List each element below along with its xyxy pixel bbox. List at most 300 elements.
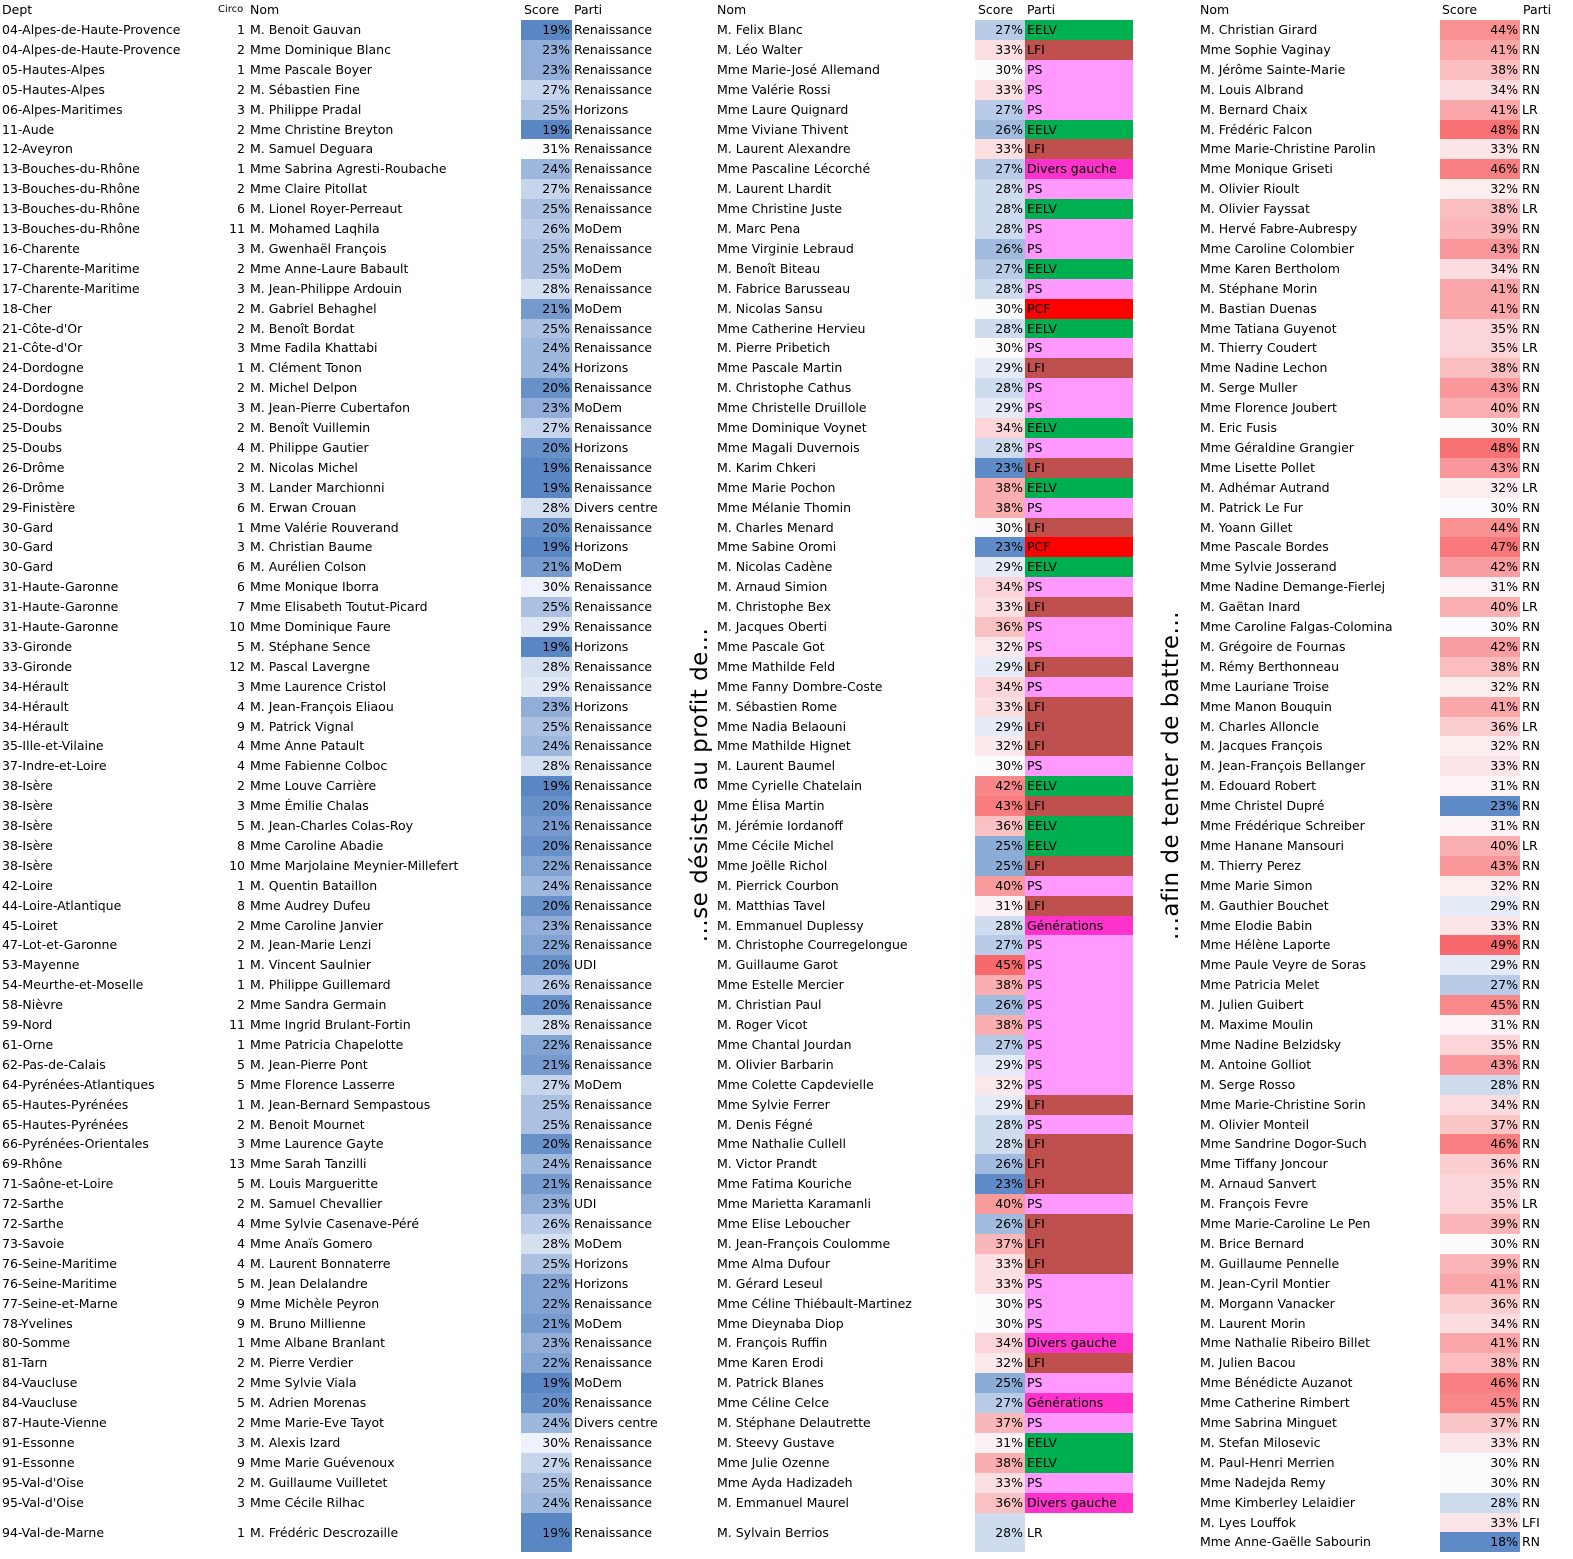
circo-cell: 3 <box>237 240 245 256</box>
beneficiary-party: LFI <box>1025 40 1133 60</box>
opponent-name: Mme Sabrina Minguet <box>1200 1415 1337 1430</box>
beneficiary-name: Mme Dominique Voynet <box>717 420 867 435</box>
beneficiary-name: M. Jérémie Iordanoff <box>717 818 844 833</box>
withdrawing-candidate-score: 25% <box>521 1095 572 1115</box>
opponent-score: 46% <box>1440 1373 1520 1393</box>
beneficiary-name: Mme Viviane Thivent <box>717 121 849 137</box>
dept-cell: 38-Isère <box>2 798 53 814</box>
beneficiary-name: M. Jacques Oberti <box>717 619 827 634</box>
opponent-name: Mme Christel Dupré <box>1200 798 1325 814</box>
withdrawing-candidate-name: M. Mohamed Laqhila <box>250 221 380 236</box>
withdrawing-candidate-name: Mme Florence Lasserre <box>250 1076 395 1092</box>
withdrawing-candidate-name: Mme Ingrid Brulant-Fortin <box>250 1017 411 1032</box>
withdrawing-candidate-name: Mme Sylvie Viala <box>250 1375 357 1391</box>
withdrawing-candidate-party: Renaissance <box>574 320 653 336</box>
header-score-2: Score <box>978 2 1014 17</box>
table-row <box>0 677 1573 697</box>
beneficiary-party: PS <box>1025 1274 1133 1294</box>
beneficiary-party: PS <box>1025 637 1133 657</box>
table-row <box>0 1453 1573 1473</box>
opponent-party: RN <box>1522 1036 1541 1052</box>
withdrawing-candidate-name: Mme Valérie Rouverand <box>250 519 399 535</box>
circo-cell: 9 <box>237 1315 245 1331</box>
table-row <box>0 1134 1573 1154</box>
opponent-score: 43% <box>1440 1055 1520 1075</box>
withdrawing-candidate-party: Renaissance <box>574 718 653 734</box>
beneficiary-score: 38% <box>975 478 1025 498</box>
beneficiary-score: 36% <box>975 617 1025 637</box>
withdrawing-candidate-score: 20% <box>521 995 572 1015</box>
beneficiary-score: 29% <box>975 657 1025 677</box>
opponent-name: M. Brice Bernard <box>1200 1235 1305 1251</box>
circo-cell: 2 <box>237 917 245 933</box>
withdrawing-candidate-score: 24% <box>521 338 572 358</box>
beneficiary-score: 23% <box>975 458 1025 478</box>
opponent-party: RN <box>1522 778 1541 794</box>
table-row <box>0 995 1573 1015</box>
beneficiary-score: 29% <box>975 717 1025 737</box>
withdrawing-candidate-name: M. Quentin Bataillon <box>250 877 378 893</box>
opponent-party: RN <box>1522 1295 1541 1311</box>
opponent-score: 39% <box>1440 1254 1520 1274</box>
withdrawing-candidate-party: MoDem <box>574 300 622 316</box>
opponent-name: Mme Pascale Bordes <box>1200 539 1329 555</box>
beneficiary-name: M. Marc Pena <box>717 221 801 236</box>
withdrawing-candidate-party: Horizons <box>574 638 629 654</box>
withdrawing-candidate-party: Renaissance <box>574 22 653 37</box>
withdrawing-candidate-party: Renaissance <box>574 61 653 77</box>
withdrawing-candidate-score: 23% <box>521 60 572 80</box>
table-row <box>0 1333 1573 1353</box>
withdrawing-candidate-party: Renaissance <box>574 599 653 615</box>
opponent-party: RN <box>1522 1434 1541 1450</box>
beneficiary-score: 26% <box>975 120 1025 140</box>
circo-cell: 2 <box>237 997 245 1013</box>
withdrawing-candidate-party: Renaissance <box>574 1116 653 1132</box>
opponent-party: RN <box>1522 977 1541 993</box>
table-row <box>0 378 1573 398</box>
beneficiary-party: EELV <box>1025 816 1133 836</box>
withdrawing-candidate-name: Mme Michèle Peyron <box>250 1295 380 1311</box>
beneficiary-score: 33% <box>975 1274 1025 1294</box>
beneficiary-party: EELV <box>1025 319 1133 339</box>
withdrawing-candidate-score: 25% <box>521 100 572 120</box>
dept-cell: 71-Saône-et-Loire <box>2 1176 114 1192</box>
opponent-score: 39% <box>1440 1214 1520 1234</box>
opponent-party: RN <box>1522 758 1541 774</box>
beneficiary-name: Mme Dieynaba Diop <box>717 1315 844 1331</box>
withdrawing-candidate-party: MoDem <box>574 1375 622 1391</box>
beneficiary-name: M. Olivier Barbarin <box>717 1056 834 1072</box>
withdrawing-candidate-name: Mme Caroline Janvier <box>250 917 384 933</box>
opponent-name: Mme Caroline Falgas-Colomina <box>1200 619 1393 634</box>
opponent-party: RN <box>1522 360 1541 376</box>
circo-cell: 6 <box>237 559 245 575</box>
circo-cell: 1 <box>237 1524 245 1540</box>
circo-cell: 1 <box>237 61 245 77</box>
opponent-party: RN <box>1522 81 1541 97</box>
withdrawing-candidate-name: M. Michel Delpon <box>250 380 358 396</box>
beneficiary-party: PS <box>1025 756 1133 776</box>
opponent-score: 31% <box>1440 577 1520 597</box>
beneficiary-party: LFI <box>1025 1154 1133 1174</box>
opponent-score: 35% <box>1440 1035 1520 1055</box>
withdrawing-candidate-name: M. Jean-Philippe Ardouin <box>250 280 402 296</box>
beneficiary-score: 31% <box>975 896 1025 916</box>
beneficiary-name: M. Steevy Gustave <box>717 1434 835 1450</box>
withdrawing-candidate-name: M. Benoît Bordat <box>250 320 355 336</box>
beneficiary-score: 29% <box>975 1095 1025 1115</box>
opponent-name: Mme Nadine Belzidsky <box>1200 1036 1342 1052</box>
withdrawing-candidate-score: 24% <box>521 876 572 896</box>
table-row <box>0 717 1573 737</box>
withdrawing-candidate-party: Renaissance <box>574 937 653 953</box>
withdrawing-candidate-score: 20% <box>521 378 572 398</box>
opponent-score: 28% <box>1440 1493 1520 1513</box>
beneficiary-party: PS <box>1025 239 1133 259</box>
opponent-name: Mme Nadejda Remy <box>1200 1474 1326 1490</box>
withdrawing-candidate-party: Renaissance <box>574 1494 653 1510</box>
withdrawing-candidate-score: 23% <box>521 697 572 717</box>
opponent-name: Mme Marie Simon <box>1200 877 1313 893</box>
opponent-party: RN <box>1522 320 1541 336</box>
withdrawing-candidate-name: Mme Fadila Khattabi <box>250 340 378 356</box>
opponent-party: RN <box>1522 61 1541 77</box>
opponent-score: 32% <box>1440 736 1520 756</box>
opponent-name: M. Frédéric Falcon <box>1200 121 1313 137</box>
withdrawing-candidate-score: 19% <box>521 776 572 796</box>
beneficiary-party: PS <box>1025 1413 1133 1433</box>
beneficiary-name: M. Charles Menard <box>717 519 834 535</box>
table-row <box>0 1154 1573 1174</box>
dept-cell: 72-Sarthe <box>2 1216 64 1231</box>
withdrawing-candidate-score: 22% <box>521 1274 572 1294</box>
withdrawing-candidate-name: M. Bruno Millienne <box>250 1315 366 1331</box>
opponent-name: Mme Sylvie Josserand <box>1200 559 1337 575</box>
circo-cell: 2 <box>237 778 245 794</box>
dept-cell: 91-Essonne <box>2 1434 75 1450</box>
opponent-name: Mme Nadine Demange-Fierlej <box>1200 579 1386 595</box>
dept-cell: 76-Seine-Maritime <box>2 1275 117 1291</box>
table-row <box>0 1373 1573 1393</box>
dept-cell: 44-Loire-Atlantique <box>2 897 122 913</box>
beneficiary-score: 28% <box>975 916 1025 936</box>
beneficiary-party: LFI <box>1025 1174 1133 1194</box>
beneficiary-score: 28% <box>975 1134 1025 1154</box>
beneficiary-party: PS <box>1025 279 1133 299</box>
table-row <box>0 159 1573 179</box>
opponent-name: M. Morgann Vanacker <box>1200 1295 1335 1311</box>
withdrawing-candidate-name: M. Christian Baume <box>250 539 373 555</box>
withdrawing-candidate-name: Mme Sandra Germain <box>250 997 387 1013</box>
circo-cell: 4 <box>237 698 245 714</box>
beneficiary-score: 36% <box>975 1493 1025 1513</box>
circo-cell: 3 <box>237 1136 245 1152</box>
opponent-name: Mme Hélène Laporte <box>1200 937 1331 953</box>
withdrawing-candidate-name: M. Nicolas Michel <box>250 459 358 475</box>
header-score-1: Score <box>524 2 560 17</box>
withdrawing-candidate-party: Horizons <box>574 698 629 714</box>
circo-cell: 2 <box>237 121 245 137</box>
beneficiary-score: 28% <box>975 199 1025 219</box>
beneficiary-score: 26% <box>975 995 1025 1015</box>
withdrawing-candidate-party: MoDem <box>574 221 622 236</box>
beneficiary-name: Mme Alma Dufour <box>717 1255 831 1271</box>
beneficiary-party: LFI <box>1025 1353 1133 1373</box>
beneficiary-name: Mme Céline Thiébault-Martinez <box>717 1295 912 1311</box>
opponent-name: Mme Marie-Caroline Le Pen <box>1200 1216 1371 1231</box>
withdrawing-candidate-score: 20% <box>521 836 572 856</box>
dept-cell: 05-Hautes-Alpes <box>2 81 105 97</box>
withdrawing-candidate-name: Mme Pascale Boyer <box>250 61 372 77</box>
beneficiary-party: LFI <box>1025 1214 1133 1234</box>
beneficiary-party: Générations <box>1025 1393 1133 1413</box>
dept-cell: 69-Rhône <box>2 1156 63 1172</box>
withdrawing-candidate-party: Renaissance <box>574 1156 653 1172</box>
opponent-party: RN <box>1522 798 1541 814</box>
opponent-party: RN <box>1522 1335 1541 1351</box>
withdrawing-candidate-party: Renaissance <box>574 1036 653 1052</box>
withdrawing-candidate-name: M. Patrick Vignal <box>250 718 354 734</box>
opponent-name: Mme Hanane Mansouri <box>1200 837 1344 853</box>
opponent-score: 44% <box>1440 20 1520 40</box>
beneficiary-name: M. Guillaume Garot <box>717 957 838 973</box>
withdrawing-candidate-score: 29% <box>521 617 572 637</box>
opponent-name: Mme Catherine Rimbert <box>1200 1395 1350 1411</box>
withdrawing-candidate-party: Renaissance <box>574 161 653 177</box>
beneficiary-name: M. Léo Walter <box>717 41 803 57</box>
opponent-party: RN <box>1522 1534 1541 1549</box>
opponent-name: Mme Karen Bertholom <box>1200 260 1340 276</box>
opponent-score: 38% <box>1440 1353 1520 1373</box>
withdrawing-candidate-name: M. Frédéric Descrozaille <box>250 1524 399 1540</box>
withdrawing-candidate-score: 28% <box>521 657 572 677</box>
beneficiary-score: 42% <box>975 776 1025 796</box>
circo-cell: 2 <box>237 1415 245 1430</box>
opponent-name: M. Serge Rosso <box>1200 1076 1296 1092</box>
opponent-score: 32% <box>1440 179 1520 199</box>
opponent-name: M. Gauthier Bouchet <box>1200 897 1329 913</box>
withdrawing-candidate-name: M. Benoit Mournet <box>250 1116 365 1132</box>
withdrawing-candidate-party: Renaissance <box>574 1176 653 1192</box>
header-circo: Circo <box>218 4 244 15</box>
beneficiary-name: Mme Cécile Michel <box>717 837 834 853</box>
circo-cell: 3 <box>237 798 245 814</box>
table-row <box>0 418 1573 438</box>
beneficiary-party: LFI <box>1025 856 1133 876</box>
table-row <box>0 1274 1573 1294</box>
beneficiary-score: 33% <box>975 40 1025 60</box>
opponent-score: 30% <box>1440 1473 1520 1493</box>
opponent-party: RN <box>1522 1474 1541 1490</box>
opponent-score: 18% <box>1440 1532 1520 1552</box>
withdrawing-candidate-party: Renaissance <box>574 818 653 833</box>
opponent-score: 32% <box>1440 677 1520 697</box>
table-row <box>0 697 1573 717</box>
dept-cell: 31-Haute-Garonne <box>2 619 119 634</box>
opponent-name: M. Edouard Robert <box>1200 778 1317 794</box>
opponent-name: Mme Marie-Christine Sorin <box>1200 1096 1366 1112</box>
dept-cell: 73-Savoie <box>2 1235 65 1251</box>
withdrawing-candidate-name: Mme Sylvie Casenave-Péré <box>250 1216 420 1231</box>
opponent-score: 31% <box>1440 1015 1520 1035</box>
opponent-score: 33% <box>1440 916 1520 936</box>
opponent-name: M. Maxime Moulin <box>1200 1017 1314 1032</box>
opponent-score: 33% <box>1440 139 1520 159</box>
beneficiary-party: EELV <box>1025 259 1133 279</box>
opponent-score: 34% <box>1440 1314 1520 1334</box>
beneficiary-score: 32% <box>975 1075 1025 1095</box>
withdrawing-candidate-score: 28% <box>521 1234 572 1254</box>
opponent-party: RN <box>1522 1017 1541 1032</box>
opponent-score: 42% <box>1440 557 1520 577</box>
withdrawing-candidate-score: 27% <box>521 418 572 438</box>
withdrawing-candidate-score: 23% <box>521 398 572 418</box>
withdrawing-candidate-party: UDI <box>574 1196 597 1212</box>
beneficiary-name: M. Christophe Courregelongue <box>717 937 908 953</box>
opponent-name: M. Jean-François Bellanger <box>1200 758 1366 774</box>
circo-cell: 3 <box>237 479 245 495</box>
withdrawing-candidate-party: Renaissance <box>574 1335 653 1351</box>
opponent-name: Mme Elodie Babin <box>1200 917 1313 933</box>
opponent-party: RN <box>1522 1454 1541 1470</box>
dept-cell: 59-Nord <box>2 1017 53 1032</box>
circo-cell: 10 <box>229 619 245 634</box>
table-row <box>0 1075 1573 1095</box>
withdrawing-candidate-score: 25% <box>521 597 572 617</box>
opponent-score: 43% <box>1440 378 1520 398</box>
table-row <box>0 458 1573 478</box>
beneficiary-party: LFI <box>1025 717 1133 737</box>
withdrawing-candidate-party: Renaissance <box>574 479 653 495</box>
beneficiary-score: 27% <box>975 1393 1025 1413</box>
opponent-party: RN <box>1522 997 1541 1013</box>
opponent-score: 40% <box>1440 398 1520 418</box>
beneficiary-party: PS <box>1025 398 1133 418</box>
withdrawing-candidate-name: M. Adrien Morenas <box>250 1395 367 1411</box>
withdrawing-candidate-party: Renaissance <box>574 1395 653 1411</box>
beneficiary-party: PS <box>1025 1035 1133 1055</box>
withdrawing-candidate-name: Mme Fabienne Colboc <box>250 758 388 774</box>
table-row <box>0 299 1573 319</box>
beneficiary-name: M. Emmanuel Duplessy <box>717 917 864 933</box>
circo-cell: 3 <box>237 1494 245 1510</box>
circo-cell: 11 <box>229 221 245 236</box>
withdrawing-candidate-score: 23% <box>521 1333 572 1353</box>
withdrawing-candidate-score: 20% <box>521 438 572 458</box>
table-row <box>0 1353 1573 1373</box>
beneficiary-party: LFI <box>1025 1095 1133 1115</box>
beneficiary-score: 28% <box>975 319 1025 339</box>
withdrawing-candidate-party: Renaissance <box>574 181 653 197</box>
circo-cell: 9 <box>237 1454 245 1470</box>
table-row <box>0 20 1573 40</box>
opponent-party: RN <box>1522 1375 1541 1391</box>
beneficiary-name: Mme Virginie Lebraud <box>717 240 854 256</box>
header-parti-3: Parti <box>1523 2 1552 17</box>
opponent-name: M. Charles Alloncle <box>1200 718 1319 734</box>
beneficiary-score: 23% <box>975 537 1025 557</box>
withdrawing-candidate-score: 30% <box>521 1433 572 1453</box>
opponent-party: RN <box>1522 1076 1541 1092</box>
circo-cell: 2 <box>237 181 245 197</box>
opponent-party: LR <box>1522 1196 1538 1212</box>
beneficiary-party: PS <box>1025 60 1133 80</box>
withdrawing-candidate-party: Renaissance <box>574 121 653 137</box>
withdrawing-candidate-score: 27% <box>521 1075 572 1095</box>
dept-cell: 18-Cher <box>2 300 52 316</box>
withdrawing-candidate-score: 21% <box>521 557 572 577</box>
withdrawing-candidate-score: 23% <box>521 40 572 60</box>
beneficiary-name: M. Matthias Tavel <box>717 897 826 913</box>
dept-cell: 72-Sarthe <box>2 1196 64 1212</box>
withdrawing-candidate-name: Mme Audrey Dufeu <box>250 897 371 913</box>
dept-cell: 38-Isère <box>2 818 53 833</box>
beneficiary-party: PS <box>1025 1373 1133 1393</box>
withdrawing-candidate-name: M. Louis Margueritte <box>250 1176 379 1192</box>
opponent-name: Mme Anne-Gaëlle Sabourin <box>1200 1534 1371 1549</box>
beneficiary-score: 31% <box>975 1433 1025 1453</box>
opponent-party: RN <box>1522 1275 1541 1291</box>
beneficiary-name: M. Jean-François Coulomme <box>717 1235 891 1251</box>
beneficiary-score: 23% <box>975 1174 1025 1194</box>
beneficiary-score: 32% <box>975 637 1025 657</box>
opponent-name: M. Olivier Fayssat <box>1200 201 1310 217</box>
opponent-party: RN <box>1522 420 1541 435</box>
table-row <box>0 199 1573 219</box>
opponent-party: LFI <box>1522 1514 1540 1530</box>
beneficiary-name: M. Arnaud Simion <box>717 579 828 595</box>
opponent-score: 36% <box>1440 1154 1520 1174</box>
opponent-score: 41% <box>1440 1333 1520 1353</box>
beneficiary-party: PS <box>1025 378 1133 398</box>
table-row <box>0 935 1573 955</box>
opponent-party: LR <box>1522 340 1538 356</box>
beneficiary-name: Mme Estelle Mercier <box>717 977 844 993</box>
dept-cell: 31-Haute-Garonne <box>2 599 119 615</box>
opponent-name: Mme Nathalie Ribeiro Billet <box>1200 1335 1371 1351</box>
withdrawing-candidate-party: Renaissance <box>574 1355 653 1371</box>
withdrawing-candidate-score: 31% <box>521 139 572 159</box>
withdrawing-candidate-score: 19% <box>521 120 572 140</box>
withdrawing-candidate-name: Mme Louve Carrière <box>250 778 377 794</box>
opponent-score: 37% <box>1440 1115 1520 1135</box>
opponent-score: 29% <box>1440 896 1520 916</box>
opponent-name: M. Gaëtan Inard <box>1200 599 1301 615</box>
circo-cell: 2 <box>237 420 245 435</box>
withdrawing-candidate-name: M. Samuel Chevallier <box>250 1196 383 1212</box>
beneficiary-score: 30% <box>975 756 1025 776</box>
circo-cell: 3 <box>237 340 245 356</box>
beneficiary-score: 37% <box>975 1234 1025 1254</box>
withdrawing-candidate-name: M. Laurent Bonnaterre <box>250 1255 391 1271</box>
beneficiary-party: PS <box>1025 1314 1133 1334</box>
side-label-right: ...afin de tenter de battre... <box>1158 611 1184 940</box>
withdrawing-candidate-score: 25% <box>521 199 572 219</box>
withdrawing-candidate-party: Horizons <box>574 1275 629 1291</box>
beneficiary-score: 33% <box>975 1473 1025 1493</box>
opponent-party: RN <box>1522 181 1541 197</box>
withdrawing-candidate-score: 21% <box>521 816 572 836</box>
opponent-party: RN <box>1522 221 1541 236</box>
opponent-name: M. Eric Fusis <box>1200 420 1278 435</box>
withdrawing-candidate-score: 25% <box>521 239 572 259</box>
beneficiary-party: Générations <box>1025 916 1133 936</box>
beneficiary-score: 38% <box>975 498 1025 518</box>
circo-cell: 5 <box>237 1076 245 1092</box>
beneficiary-name: Mme Fatima Kouriche <box>717 1176 852 1192</box>
dept-cell: 25-Doubs <box>2 439 63 455</box>
